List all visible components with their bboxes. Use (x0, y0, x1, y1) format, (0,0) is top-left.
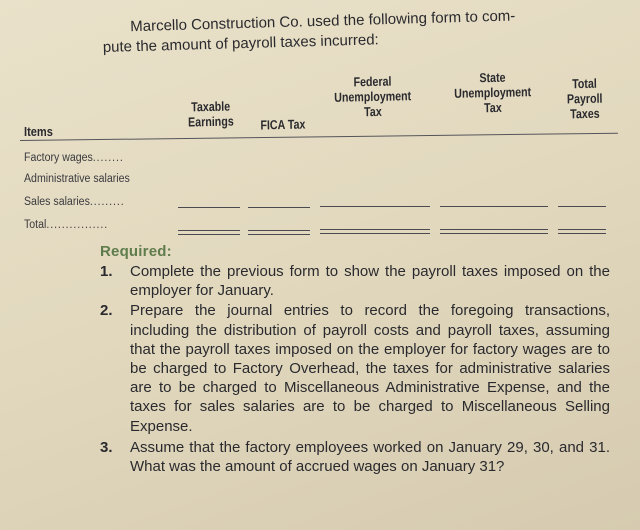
column-header-total-payroll-taxes (561, 76, 609, 122)
answer-blank-sales-total[interactable] (558, 206, 606, 207)
item-text: Complete the previous form to show the payroll taxes imposed on the employer for January. (130, 263, 610, 300)
column-header-line: Earnings (187, 113, 234, 130)
table-row-label-total (24, 218, 108, 232)
list-item (100, 438, 610, 476)
header-rule (20, 133, 618, 141)
column-header-line: Payroll (566, 90, 603, 107)
column-header-items-label: Items (24, 124, 53, 139)
column-header-line: Tax (363, 103, 382, 120)
required-heading: Required: (100, 243, 172, 260)
item-text: Prepare the journal entries to record the foregoing transactions, including the distribution of payroll costs and payroll taxes, assuming that the payroll taxes imposed on the employer for factory wages are to be charged to Factory Overhead, the taxes for administrative salaries are to be charged to Miscellaneous Administrative Expense, and the taxes for sales salaries are to be charged to Miscellaneous Selling Expense. (130, 302, 610, 435)
column-header-line: FICA Tax (260, 116, 306, 133)
answer-blank-total-fica[interactable] (248, 230, 310, 235)
list-item (100, 262, 610, 300)
row-label-text: Administrative salaries (24, 173, 130, 185)
intro-line-1: Marcello Construction Co. used the following form to com- (130, 7, 516, 36)
column-header-taxable-earnings (182, 98, 240, 129)
column-header-line: Taxes (570, 105, 600, 122)
answer-blank-total-total[interactable] (558, 229, 606, 234)
column-header-line: State (479, 69, 506, 86)
table-row-label-administrative-salaries (24, 172, 130, 186)
answer-blank-total-state[interactable] (440, 229, 548, 234)
leader-dots: ................ (46, 219, 109, 231)
requirements-list (100, 262, 610, 476)
answer-blank-sales-federal[interactable] (320, 206, 430, 207)
table-row-label-sales-salaries (24, 195, 125, 209)
intro-line-2: pute the amount of payroll taxes incurred: (102, 31, 379, 56)
leader-dots: ......... (89, 196, 125, 208)
problem-intro (102, 3, 623, 58)
item-number: 2. (100, 302, 113, 320)
leader-dots: ........ (92, 152, 124, 164)
answer-blank-sales-fica[interactable] (248, 207, 310, 208)
column-header-fica-tax (254, 116, 312, 132)
list-item (100, 301, 610, 435)
table-row-label-factory-wages (24, 151, 124, 165)
column-header-line: Unemployment (334, 88, 412, 105)
column-header-line: Tax (483, 99, 502, 116)
item-number: 3. (100, 438, 113, 456)
column-header-federal-unemployment-tax (327, 73, 418, 120)
item-number: 1. (100, 263, 113, 280)
answer-blank-total-federal[interactable] (320, 229, 430, 234)
item-text: Assume that the factory employees worked on January 29, 30, and 31. What was the amount of accrued wages on January 31? (130, 438, 610, 476)
column-header-state-unemployment-tax (444, 69, 541, 116)
answer-blank-sales-taxable[interactable] (178, 207, 240, 208)
column-header-line: Taxable (191, 98, 231, 115)
answer-blank-total-taxable[interactable] (178, 230, 240, 235)
answer-blank-sales-state[interactable] (440, 206, 548, 207)
column-header-line: Federal (353, 73, 392, 90)
column-header-items (24, 124, 53, 139)
column-header-line: Unemployment (454, 84, 532, 101)
row-label-text: Total (24, 219, 47, 231)
row-label-text: Sales salaries (24, 196, 90, 208)
row-label-text: Factory wages (24, 152, 93, 164)
column-header-line: Total (572, 75, 597, 92)
